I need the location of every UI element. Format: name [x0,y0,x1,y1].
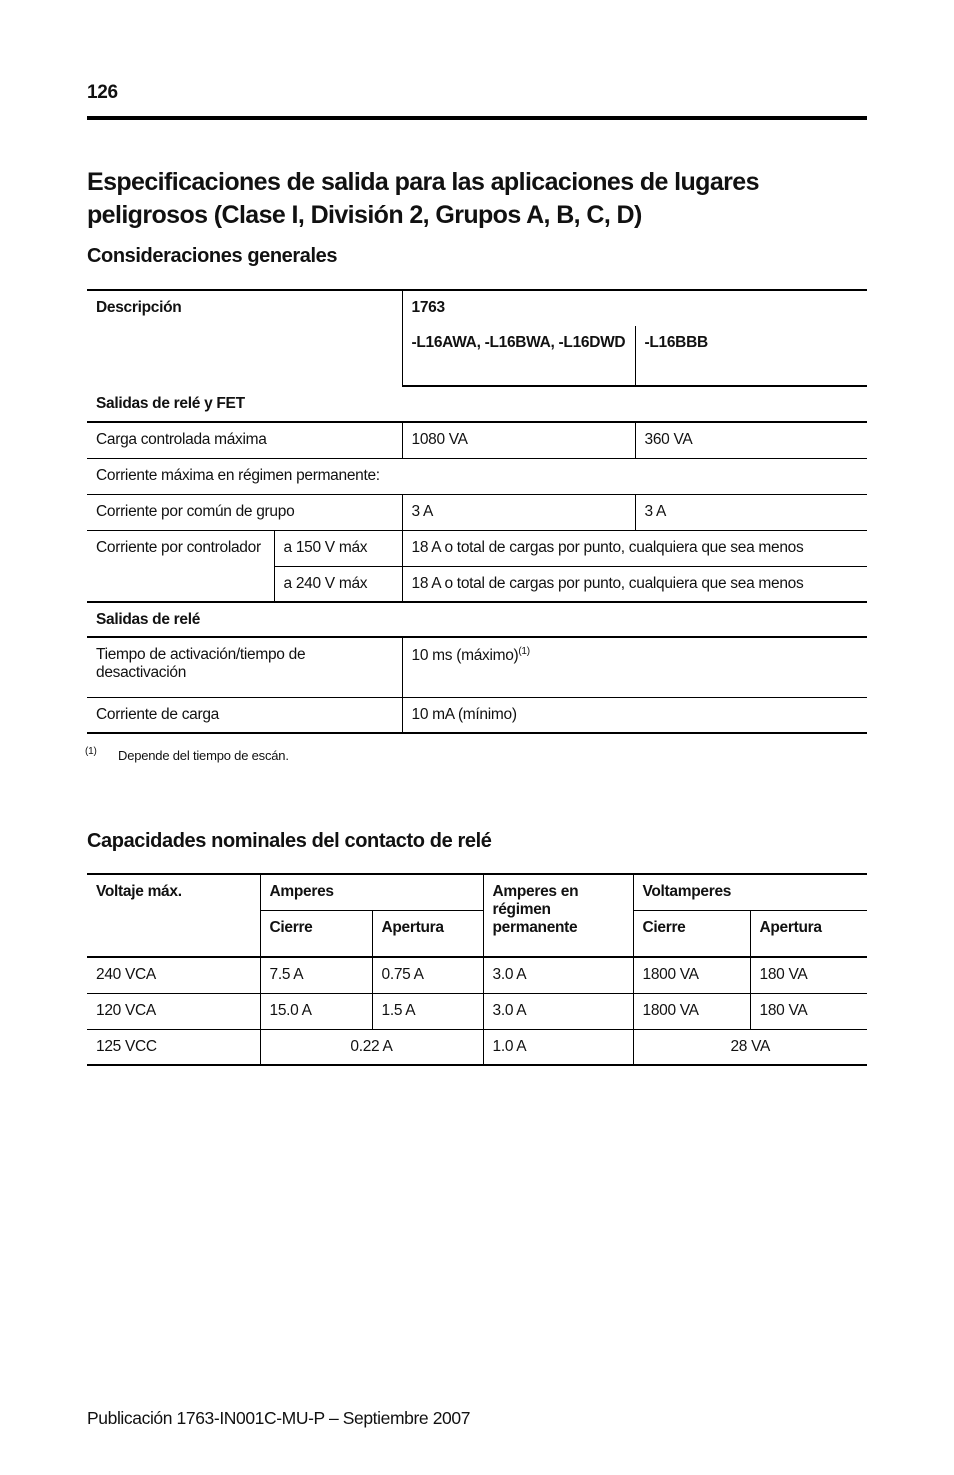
group-relay-fet: Salidas de relé y FET [87,386,867,422]
section-heading-relay-ratings: Capacidades nominales del contacto de relé [87,830,492,852]
cell-va: 28 VA [633,1029,867,1065]
publication-footer: Publicación 1763-IN001C-MU-P – Septiembre 2007 [87,1408,471,1428]
header-description: Descripción [96,299,182,316]
row-label: Corriente de carga [96,705,219,723]
cell-voltage: 125 VCC [96,1037,157,1055]
cell-va-open: 180 VA [750,993,867,1029]
cell-amps: 0.22 A [260,1029,483,1065]
cell-value: 10 mA (mínimo) [402,697,867,733]
row-label: Carga controlada máxima [87,422,402,458]
footnote-text: Depende del tiempo de escán. [118,748,289,763]
header-max-voltage: Voltaje máx. [87,874,260,957]
row-label: Corriente por controlador [87,530,274,602]
cell-value: 3 A [635,494,867,530]
section-heading-general: Consideraciones generales [87,245,338,267]
row-label: Corriente máxima en régimen permanente: [87,458,867,494]
cell-va-open: 180 VA [750,957,867,993]
header-col-b: -L16BBB [635,326,867,386]
header-model: 1763 [402,290,867,326]
cell-value: 18 A o total de cargas por punto, cualquiera que sea menos [402,530,867,566]
cell-value: 1080 VA [402,422,635,458]
table-row [87,1029,867,1065]
footnote-mark: (1) [85,746,97,757]
footnote-ref: (1) [518,646,530,657]
header-rule [87,116,867,120]
cell-continuous: 3.0 A [483,993,633,1029]
cell-va-close: 1800 VA [633,993,750,1029]
cell-continuous: 1.0 A [483,1029,633,1065]
group-relay: Salidas de relé [87,602,867,637]
cell-voltage: 240 VCA [87,957,260,993]
header-va-close: Cierre [633,910,750,957]
header-amp-open: Apertura [372,910,483,957]
cell-value: 360 VA [635,422,867,458]
cell-value: 18 A o total de cargas por punto, cualquiera que sea menos [402,566,867,602]
cell-value: 3 A [402,494,635,530]
row-label: Tiempo de activación/tiempo de desactivación [87,637,402,697]
cell-voltage: 120 VCA [87,993,260,1029]
header-col-a: -L16AWA, -L16BWA, -L16DWD [402,326,635,386]
page-title: Especificaciones de salida para las aplicaciones de lugares peligrosos (Clase I, División 2, Grupos A, B, C, D) [87,168,759,229]
cell-amp-open: 0.75 A [372,957,483,993]
header-voltamperes: Voltamperes [633,874,867,910]
cell-va-close: 1800 VA [633,957,750,993]
cell-amp-close: 7.5 A [260,957,372,993]
row-label: Corriente por común de grupo [87,494,402,530]
header-va-open: Apertura [750,910,867,957]
voltage-label: a 240 V máx [274,566,402,602]
voltage-label: a 150 V máx [274,530,402,566]
cell-value-text: 10 ms (máximo) [411,647,519,665]
table-row [87,957,867,993]
relay-contact-ratings-table [87,873,867,1066]
cell-continuous: 3.0 A [483,957,633,993]
cell-amp-close: 15.0 A [260,993,372,1029]
table-row [87,993,867,1029]
general-considerations-table [87,289,867,734]
cell-value [402,637,867,697]
header-amp-close: Cierre [260,910,372,957]
page-number: 126 [87,82,118,103]
footnote [85,746,289,763]
header-continuous: Amperes en régimen permanente [483,874,633,957]
header-amperes: Amperes [260,874,483,910]
cell-amp-open: 1.5 A [372,993,483,1029]
